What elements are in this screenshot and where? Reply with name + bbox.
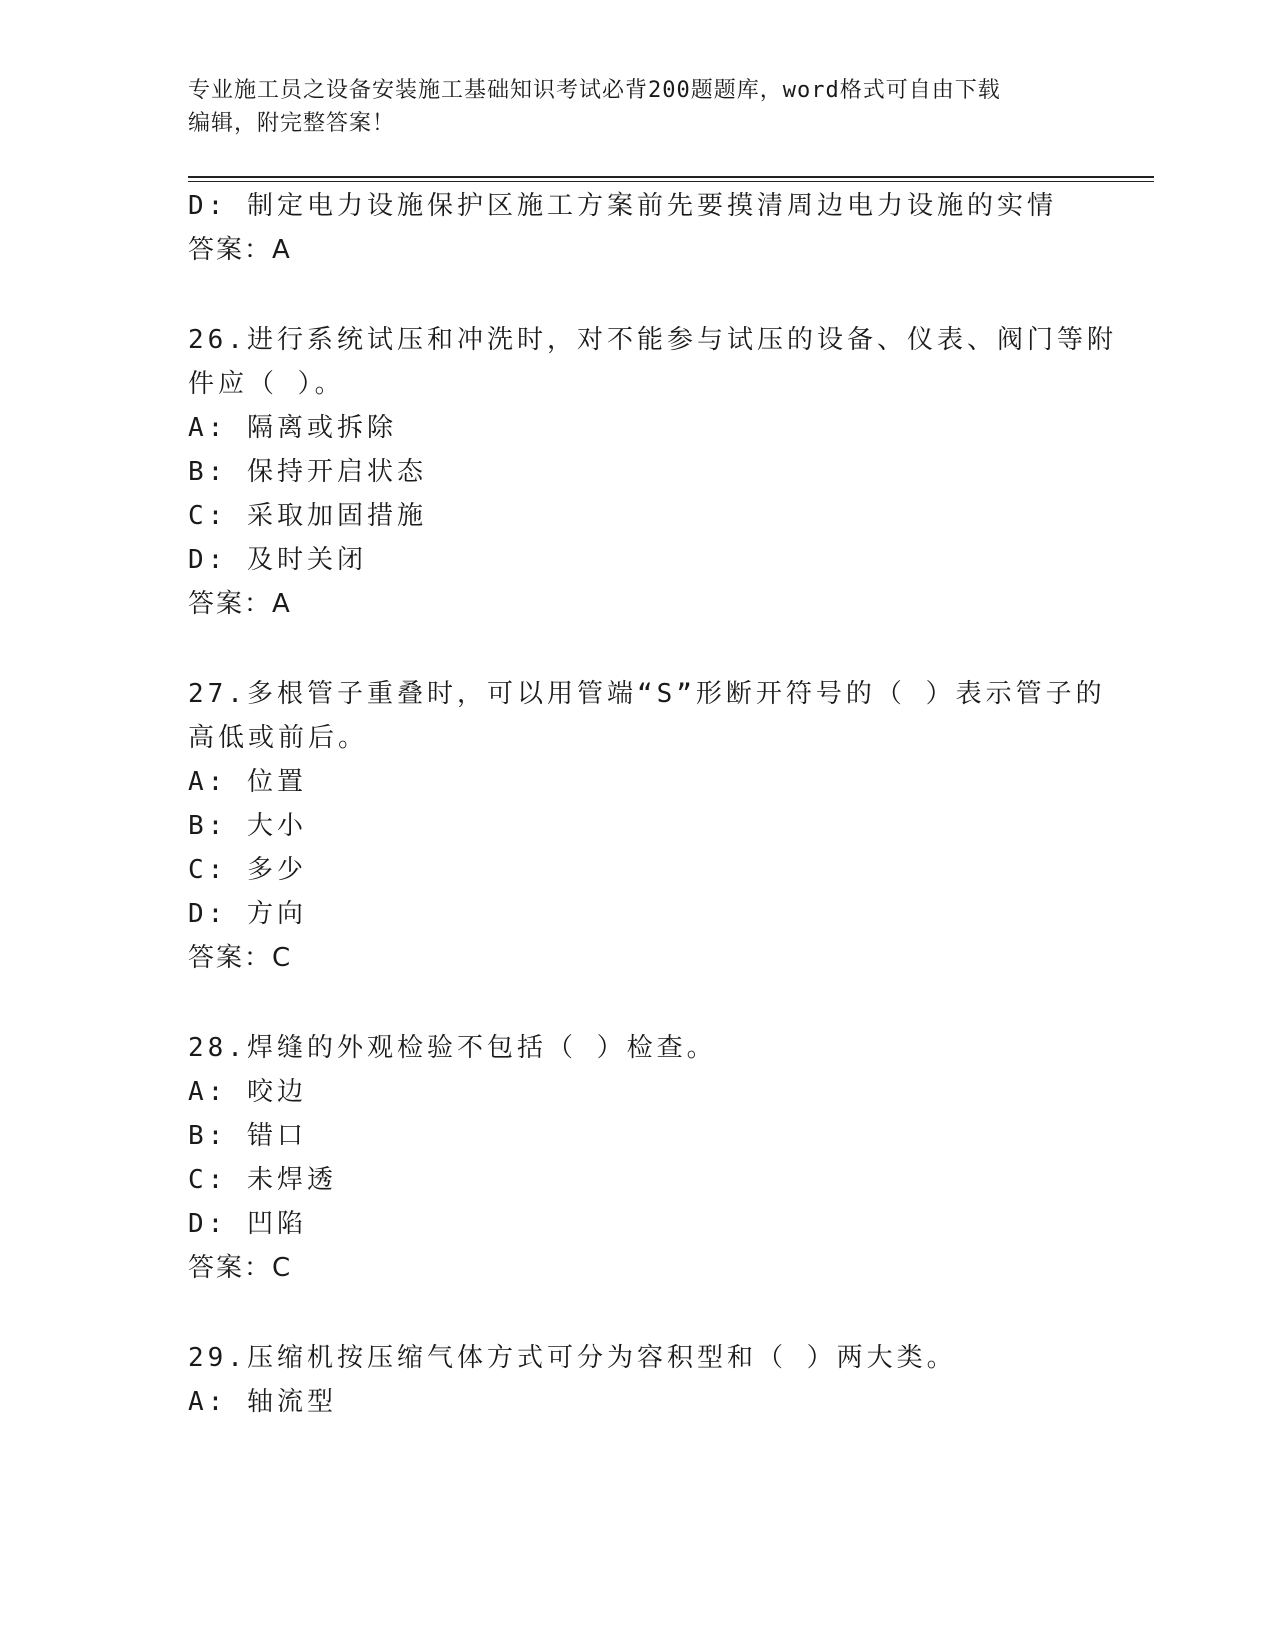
prev-answer: 答案：A <box>188 235 292 265</box>
q26-option-b: B: 保持开启状态 <box>188 457 427 487</box>
q27-option-b: B: 大小 <box>188 811 307 841</box>
q28-stem-line1: 28.焊缝的外观检验不包括（ ）检查。 <box>188 1033 717 1063</box>
q27-stem-line2: 高低或前后。 <box>188 723 369 753</box>
q28-option-d: D: 凹陷 <box>188 1209 307 1239</box>
q27-option-c: C: 多少 <box>188 855 307 885</box>
q29-option-a: A: 轴流型 <box>188 1387 337 1417</box>
q26-option-c: C: 采取加固措施 <box>188 501 427 531</box>
q27-answer: 答案：C <box>188 943 293 973</box>
q26-option-a: A: 隔离或拆除 <box>188 413 397 443</box>
q27-option-a: A: 位置 <box>188 767 307 797</box>
header-divider-thin <box>188 181 1154 182</box>
header-divider <box>188 176 1154 178</box>
q26-option-d: D: 及时关闭 <box>188 545 367 575</box>
q29-stem-line1: 29.压缩机按压缩气体方式可分为容积型和（ ）两大类。 <box>188 1343 957 1373</box>
header-title-line1: 专业施工员之设备安装施工基础知识考试必背200题题库，word格式可自由下载 <box>188 78 1001 103</box>
prev-option-d: D: 制定电力设施保护区施工方案前先要摸清周边电力设施的实情 <box>188 191 1057 221</box>
q26-stem-line1: 26.进行系统试压和冲洗时，对不能参与试压的设备、仪表、阀门等附 <box>188 325 1117 355</box>
q26-answer: 答案：A <box>188 589 292 619</box>
q28-option-a: A: 咬边 <box>188 1077 307 1107</box>
q28-answer: 答案：C <box>188 1253 293 1283</box>
q27-option-d: D: 方向 <box>188 899 307 929</box>
q28-option-c: C: 未焊透 <box>188 1165 337 1195</box>
q26-stem-line2: 件应（ ）。 <box>188 369 345 399</box>
header-title-line2: 编辑，附完整答案！ <box>188 111 396 136</box>
q27-stem-line1: 27.多根管子重叠时，可以用管端“S”形断开符号的（ ）表示管子的 <box>188 679 1106 709</box>
document-header <box>188 74 1088 140</box>
q28-option-b: B: 错口 <box>188 1121 307 1151</box>
